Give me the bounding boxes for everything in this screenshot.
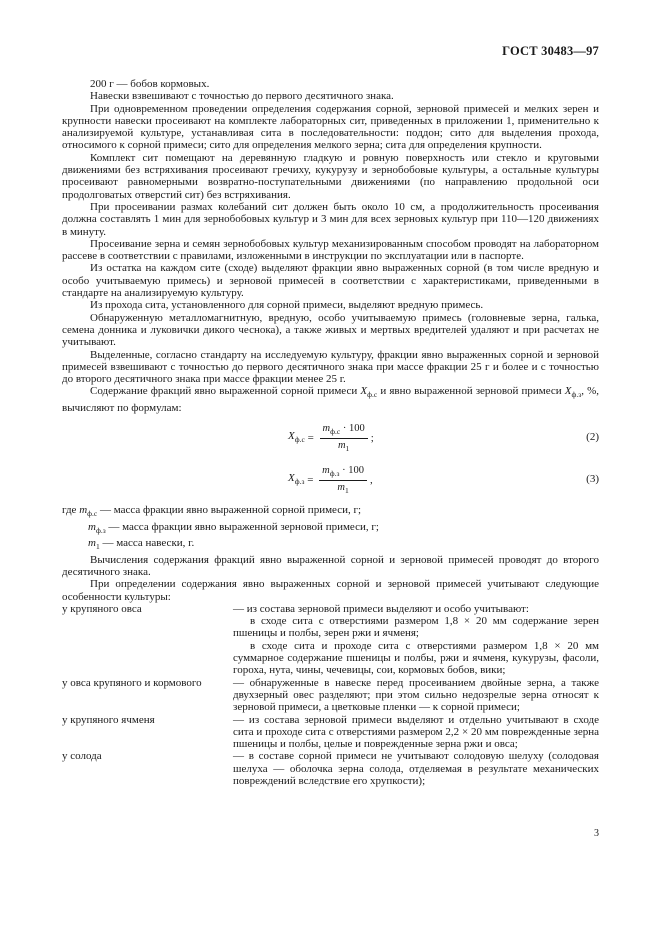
- paragraph: Выделенные, согласно стандарту на исследуемую культуру, фракции явно выраженных сорной и зерновой примесей взвешивают с точностью до первого десятичного знака при массе фракции 25 г и более и с точностью до второго десятичного знака при массе фракции менее 25 г.: [62, 348, 599, 386]
- formula-fraction: $\frac{m_{ф.з} \cdot 100}{m_1}$: [319, 464, 367, 497]
- paragraph-formula-intro: Содержание фракций явно выраженной сорной примеси $X_{ф.с}$ и явно выраженной зерновой примеси $X_{ф.з}$, %, вычисляют по формулам:: [62, 385, 599, 414]
- formula-3: $X_{ф.з}$ = $\frac{m_{ф.з} \cdot 100}{m_1}$ , (3): [288, 464, 599, 495]
- formula-2: $X_{ф.с}$ = $\frac{m_{ф.с} \cdot 100}{m_1}$ ; (2): [288, 422, 599, 453]
- formula-number: (2): [586, 431, 599, 444]
- symbol-x-fs: $X_{ф.с}$: [360, 385, 378, 400]
- formula-fraction: $\frac{m_{ф.с} \cdot 100}{m_1}$: [320, 422, 368, 455]
- page-header-standard-code: ГОСТ 30483—97: [502, 44, 599, 58]
- culture-malt: у солода — в составе сорной примеси не учитывают солодовую шелуху (солодовая шелуха — оболочка зерна солода, отделяемая в результате механических повреждений вследствие его хрупкости);: [62, 750, 599, 787]
- paragraph: Комплект сит помещают на деревянную гладкую и ровную поверхность или стекло и круговыми движениями без встряхивания просеивают гречиху, кукурузу и зернобобовые культуры, а остальные культуры просеивают равномерными возвратно-поступательными движениями (по направлению продольной оси продолговатых отверстий сит) без встряхивания.: [62, 151, 599, 201]
- culture-barley-groats: у крупяного ячменя — из состава зерновой примеси выделяют и отдельно учитывают в сходе сита и проходе сита с отверстиями размером 2,2 × 20 мм поврежденные зерна пшеницы и полбы, целые и поврежденные зерна ржи и овса;: [62, 713, 599, 751]
- page-number: 3: [594, 828, 599, 839]
- paragraph: Обнаруженную металломагнитную, вредную, особо учитываемую примесь (головневые зерна, галька, семена донника и луковички дикого чеснока), а также живых и мертвых вредителей удаляют и при расчетах не учитывают.: [62, 311, 599, 349]
- paragraph: При определении содержания явно выраженных сорной и зерновой примесей учитывают следующие особенности культуры:: [62, 578, 599, 603]
- variable-definitions: [62, 504, 599, 553]
- culture-oats-groats: у крупяного овса — из состава зерновой примеси выделяют и особо учитывают: в сходе сита с отверстиями размером 1,8 × 20 мм содержание зерен пшеницы и полбы, зерен ржи и ячменя; в сходе сита и проходе сита с отверстиями размером 1,8 × 20 мм суммарное содержание пшеницы и полбы, ржи и ячменя, кукурузы, фасоли, гороха, нута, чины, чечевицы, сои, кормовых бобов, вики;: [62, 602, 599, 677]
- paragraph: Навески взвешивают с точностью до первого десятичного знака.: [90, 90, 394, 103]
- paragraph: При одновременном проведении определения содержания сорной, зерновой примесей и мелких зерен и крупности навески просеивают на комплекте лабораторных сит, приведенных в приложении 1, применительно к анализируемой культуре, устанавливая сита в последовательности: поддон; сито для выделения прохода, относимого к сорной примеси; сито для определения мелкого зерна; сита для определения крупности.: [62, 102, 599, 152]
- paragraph: Из остатка на каждом сите (сходе) выделяют фракции явно выраженных сорной (в том числе вредную и особо учитываемую примесь) и зерновой примесей в соответствии с характеристиками, приведенными в стандарте на анализируемую культуру.: [62, 262, 599, 300]
- definition-m1: $m_1$ — масса навески, г.: [88, 537, 195, 552]
- symbol-x-fz: $X_{ф.з}$: [564, 385, 582, 400]
- paragraph: 200 г — бобов кормовых.: [90, 78, 210, 90]
- definition-m-fz: $m_{ф.з}$ — масса фракции явно выраженной зерновой примеси, г;: [88, 520, 379, 535]
- definition-m-fs: где $m_{ф.с}$ — масса фракции явно выраженной сорной примеси, г;: [62, 504, 362, 519]
- culture-oats-groats-and-fodder: у овса крупяного и кормового — обнаруженные в навеске перед просеиванием двойные зерна, а также двухзерный овес разделяют; при этом сильно недозрелые зерна относят к зерновой примеси, а цветковые пленки — к сорной примеси;: [62, 676, 599, 714]
- paragraph: Из прохода сита, установленного для сорной примеси, выделяют вредную примесь.: [90, 299, 484, 312]
- formula-lhs: $X_{ф.с}$: [288, 429, 305, 445]
- paragraph: Вычисления содержания фракций явно выраженной сорной и зерновой примесей проводят до второго десятичного знака.: [62, 553, 599, 578]
- formula-number: (3): [586, 473, 599, 486]
- formula-lhs: $X_{ф.з}$: [288, 471, 305, 487]
- paragraph: При просеивании размах колебаний сит должен быть около 10 см, а продолжительность просеивания должна составлять 1 мин для зернобобовых культур и 3 мин для всех зерновых культур при 110—120 движениях в минуту.: [62, 200, 599, 238]
- document-body: [62, 78, 599, 787]
- paragraph: Просеивание зерна и семян зернобобовых культур механизированным способом проводят на лабораторном рассеве в соответствии с правилами, изложенными в инструкции по эксплуатации или в паспорте.: [62, 237, 599, 263]
